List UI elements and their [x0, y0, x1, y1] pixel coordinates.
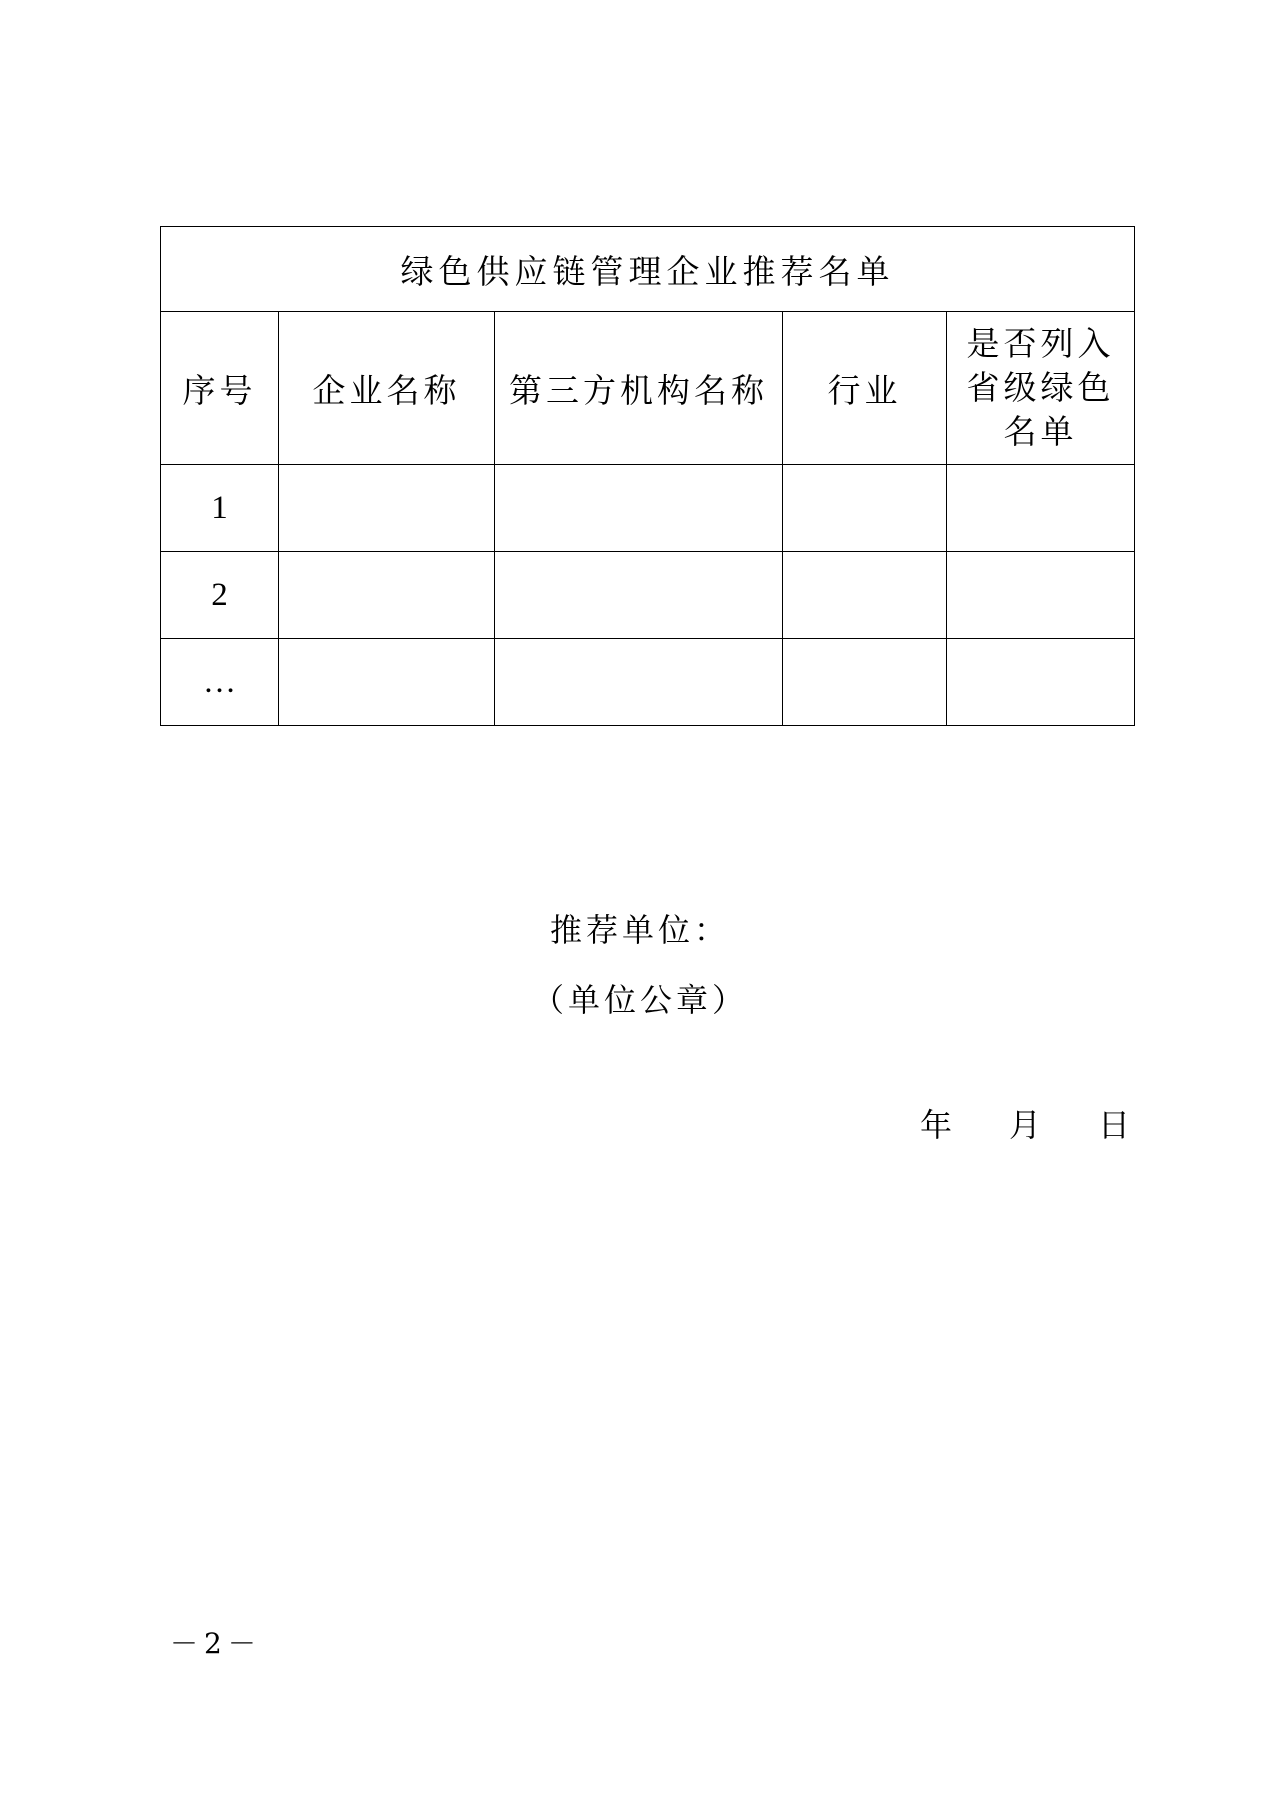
row-index: 2: [161, 552, 279, 639]
table-row: [161, 639, 1135, 726]
table-row: [161, 465, 1135, 552]
table-row: [161, 552, 1135, 639]
year-label: 年: [920, 1106, 953, 1144]
header-provincial-list: [947, 312, 1135, 465]
row-provincial-cell: [947, 465, 1135, 552]
row-provincial-cell: [947, 639, 1135, 726]
header-provincial-line3: 名单: [1003, 412, 1078, 451]
month-label: 月: [1008, 1106, 1041, 1144]
row-third-party-cell: [495, 639, 783, 726]
row-index: 1: [161, 465, 279, 552]
header-company-name: 企业名称: [279, 312, 495, 465]
header-provincial-line1: 是否列入: [966, 324, 1115, 363]
header-provincial-line2: 省级绿色: [966, 368, 1115, 407]
row-company-cell: [279, 639, 495, 726]
row-company-cell: [279, 465, 495, 552]
recommending-unit-label: 推荐单位：: [549, 911, 730, 949]
row-index: …: [161, 639, 279, 726]
row-industry-cell: [783, 465, 947, 552]
recommendation-table: [160, 226, 1135, 726]
day-label: 日: [1097, 1106, 1130, 1144]
unit-seal-label: （单位公章）: [531, 981, 748, 1019]
row-company-cell: [279, 552, 495, 639]
row-third-party-cell: [495, 465, 783, 552]
row-industry-cell: [783, 639, 947, 726]
table-title-row: [161, 227, 1135, 312]
header-third-party-name: 第三方机构名称: [495, 312, 783, 465]
table-title: 绿色供应链管理企业推荐名单: [161, 227, 1135, 312]
table-header-row: [161, 312, 1135, 465]
row-third-party-cell: [495, 552, 783, 639]
row-industry-cell: [783, 552, 947, 639]
date-line: [920, 1100, 1130, 1146]
row-provincial-cell: [947, 552, 1135, 639]
header-industry: 行业: [783, 312, 947, 465]
header-index: 序号: [161, 312, 279, 465]
page-number: －2－: [170, 1627, 262, 1660]
